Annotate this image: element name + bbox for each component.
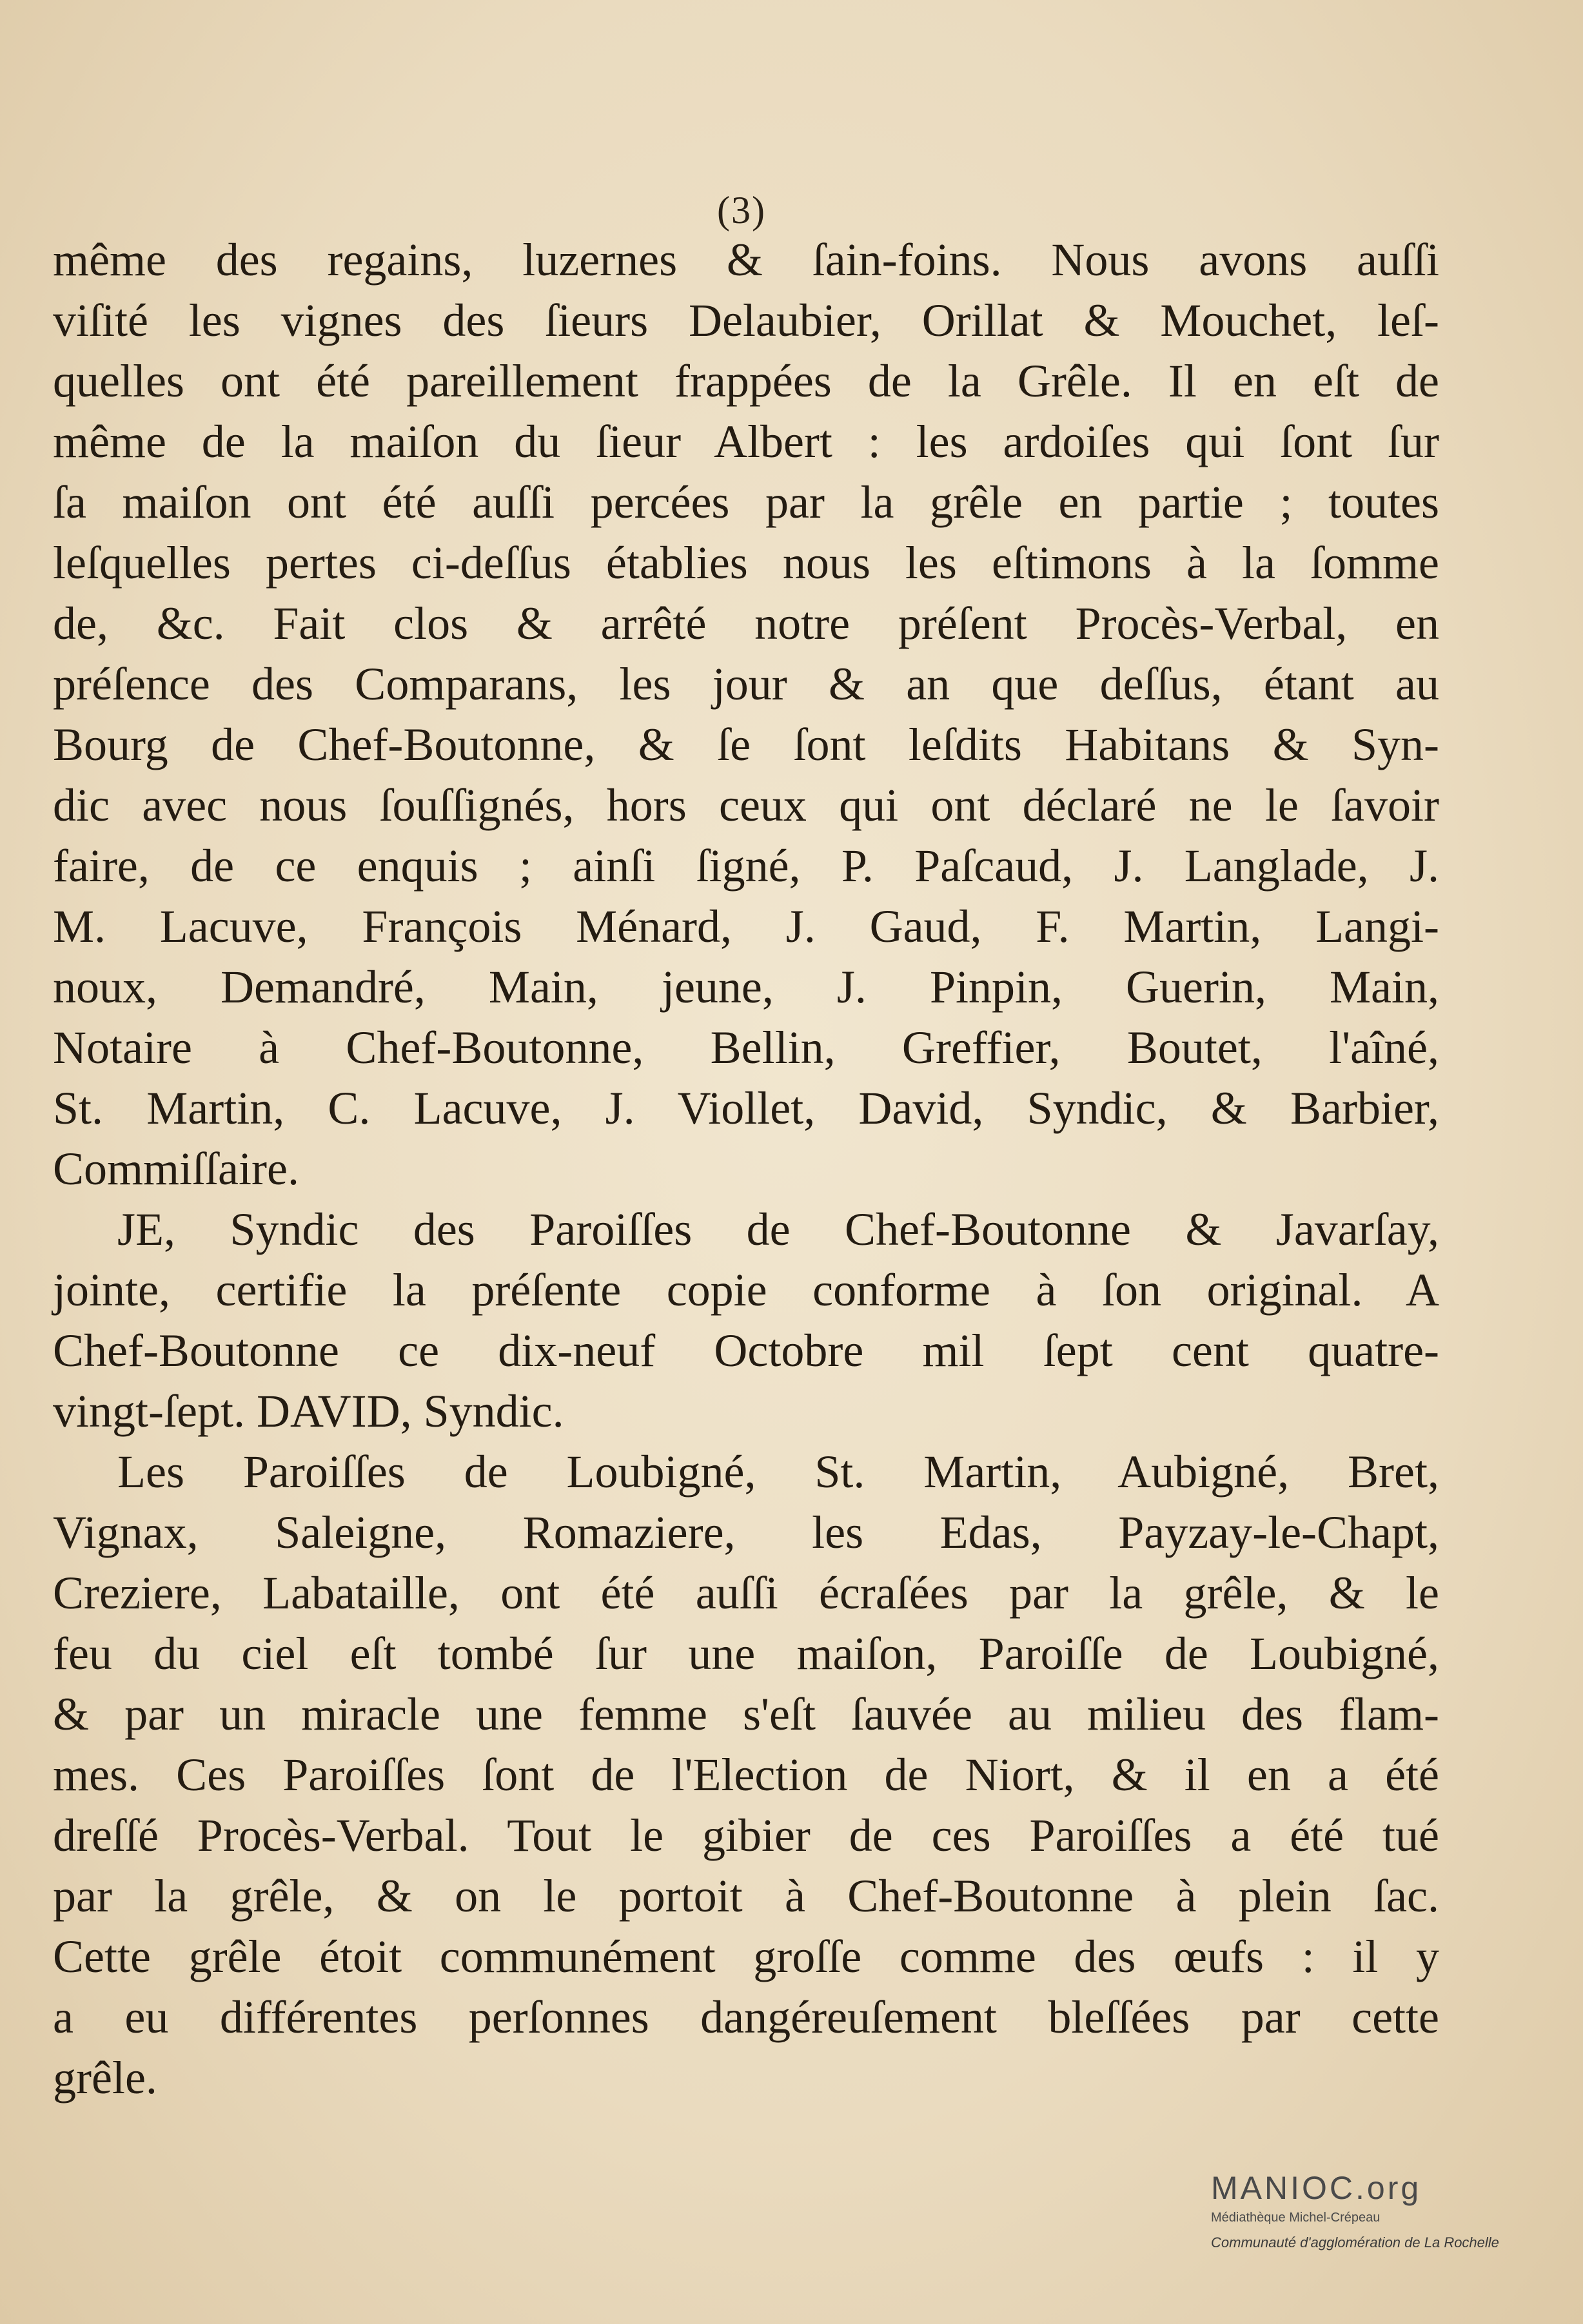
text-line: Vignax, Saleigne, Romaziere, les Edas, Payzay-le-Chapt,	[53, 1507, 1439, 1558]
text-line: vingt-ſept. DAVID, Syndic.	[53, 1385, 564, 1437]
text-line: par la grêle, & on le portoit à Chef-Boutonne à plein ſac.	[53, 1870, 1439, 1922]
text-line: Les Paroiſſes de Loubigné, St. Martin, Aubigné, Bret,	[117, 1446, 1439, 1498]
watermark	[1211, 2169, 1572, 2251]
text-line: St. Martin, C. Lacuve, J. Viollet, David, Syndic, & Barbier,	[53, 1082, 1439, 1134]
text-line: faire, de ce enquis ; ainſi ſigné, P. Paſcaud, J. Langlade, J.	[53, 840, 1439, 892]
text-line: de, &c. Fait clos & arrêté notre préſent Procès-Verbal, en	[53, 598, 1439, 649]
page-number: (3)	[717, 189, 766, 231]
body-text	[53, 229, 1439, 2108]
text-line: Chef-Boutonne ce dix-neuf Octobre mil ſept cent quatre-	[53, 1325, 1439, 1376]
text-line: jointe, certifie la préſente copie conforme à ſon original. A	[53, 1264, 1439, 1316]
text-line: Cette grêle étoit communément groſſe comme des œufs : il y	[53, 1931, 1439, 1982]
text-line: JE, Syndic des Paroiſſes de Chef-Boutonne & Javarſay,	[117, 1204, 1439, 1255]
manioc-logo: MANIOC.org	[1211, 2170, 1422, 2206]
watermark-institution: Communauté d'agglomération de La Rochelle	[1211, 2234, 1499, 2251]
text-line: mes. Ces Paroiſſes ſont de l'Election de Niort, & il en a été	[53, 1749, 1439, 1801]
text-line: même de la maiſon du ſieur Albert : les ardoiſes qui ſont ſur	[53, 416, 1439, 467]
text-line: quelles ont été pareillement frappées de la Grêle. Il en eſt de	[53, 355, 1439, 407]
text-line: leſquelles pertes ci-deſſus établies nous les eſtimons à la ſomme	[53, 537, 1439, 589]
text-line: feu du ciel eſt tombé ſur une maiſon, Paroiſſe de Loubigné,	[53, 1628, 1439, 1679]
text-line: ſa maiſon ont été auſſi percées par la grêle en partie ; toutes	[53, 476, 1439, 528]
text-line: même des regains, luzernes & ſain-foins. Nous avons auſſi	[53, 234, 1439, 286]
text-line: dic avec nous ſouſſignés, hors ceux qui ont déclaré ne le ſavoir	[53, 779, 1439, 831]
text-line: viſité les vignes des ſieurs Delaubier, Orillat & Mouchet, leſ-	[53, 295, 1439, 346]
text-line: & par un miracle une femme s'eſt ſauvée au milieu des flam-	[53, 1688, 1439, 1740]
text-line: Commiſſaire.	[53, 1143, 299, 1195]
text-line: préſence des Comparans, les jour & an que deſſus, étant au	[53, 658, 1439, 710]
text-line: Notaire à Chef-Boutonne, Bellin, Greffier, Boutet, l'aîné,	[53, 1022, 1439, 1073]
text-line: Creziere, Labataille, ont été auſſi écraſées par la grêle, & le	[53, 1567, 1439, 1619]
text-line: M. Lacuve, François Ménard, J. Gaud, F. Martin, Langi-	[53, 901, 1439, 952]
text-line: Bourg de Chef-Boutonne, & ſe ſont leſdits Habitans & Syn-	[53, 719, 1439, 770]
text-line: noux, Demandré, Main, jeune, J. Pinpin, Guerin, Main,	[53, 961, 1439, 1013]
watermark-library: Médiathèque Michel-Crépeau	[1211, 2211, 1381, 2225]
text-line: grêle.	[53, 2052, 157, 2104]
text-line: a eu différentes perſonnes dangéreuſement bleſſées par cette	[53, 1991, 1439, 2043]
text-line: dreſſé Procès-Verbal. Tout le gibier de ces Paroiſſes a été tué	[53, 1810, 1439, 1861]
